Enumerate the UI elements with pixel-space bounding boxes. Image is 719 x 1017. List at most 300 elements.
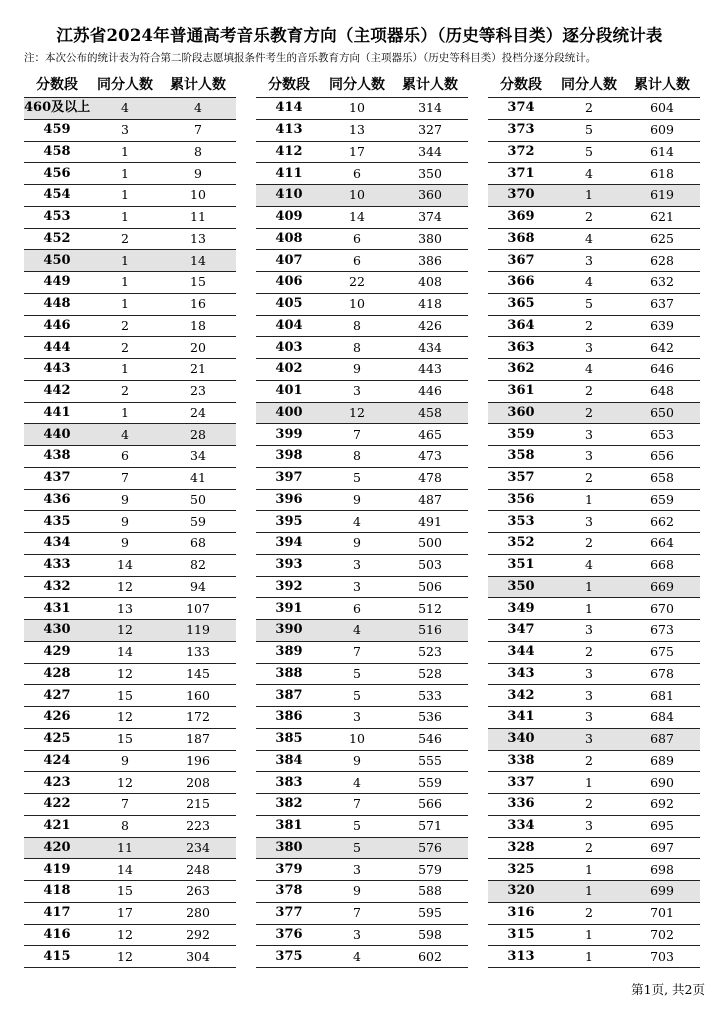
score-cell: 450 [24, 250, 90, 272]
table-row [488, 402, 700, 424]
table-row [488, 293, 700, 315]
column-header: 分数段 [256, 71, 322, 98]
table-header-row [488, 71, 700, 98]
table-row [24, 772, 236, 794]
score-cell: 350 [488, 576, 554, 598]
table-row [24, 119, 236, 141]
score-table [488, 71, 700, 968]
cumulative-count-cell: 503 [392, 554, 468, 576]
same-score-count-cell: 4 [322, 511, 392, 533]
same-score-count-cell: 12 [90, 772, 160, 794]
table-row [488, 315, 700, 337]
same-score-count-cell: 1 [90, 272, 160, 294]
score-cell: 356 [488, 489, 554, 511]
same-score-count-cell: 12 [90, 576, 160, 598]
table-row [256, 924, 468, 946]
table-row [24, 228, 236, 250]
score-cell: 340 [488, 728, 554, 750]
score-cell: 364 [488, 315, 554, 337]
same-score-count-cell: 2 [554, 206, 624, 228]
table-row [488, 489, 700, 511]
score-cell: 440 [24, 424, 90, 446]
score-cell: 422 [24, 794, 90, 816]
score-cell: 387 [256, 685, 322, 707]
same-score-count-cell: 11 [90, 837, 160, 859]
same-score-count-cell: 15 [90, 728, 160, 750]
score-cell: 438 [24, 446, 90, 468]
cumulative-count-cell: 314 [392, 98, 468, 120]
score-cell: 456 [24, 163, 90, 185]
score-cell: 376 [256, 924, 322, 946]
page-footer: 第1页, 共2页 [631, 982, 705, 997]
same-score-count-cell: 4 [322, 772, 392, 794]
score-cell: 375 [256, 946, 322, 968]
score-cell: 443 [24, 359, 90, 381]
cumulative-count-cell: 443 [392, 359, 468, 381]
cumulative-count-cell: 418 [392, 293, 468, 315]
table-row [256, 119, 468, 141]
cumulative-count-cell: 632 [624, 272, 700, 294]
table-row [256, 750, 468, 772]
cumulative-count-cell: 614 [624, 141, 700, 163]
same-score-count-cell: 3 [554, 663, 624, 685]
score-table [256, 71, 468, 968]
table-row [488, 380, 700, 402]
score-cell: 421 [24, 815, 90, 837]
same-score-count-cell: 12 [90, 946, 160, 968]
score-cell: 399 [256, 424, 322, 446]
score-cell: 343 [488, 663, 554, 685]
column-header: 同分人数 [322, 71, 392, 98]
same-score-count-cell: 6 [322, 163, 392, 185]
score-cell: 366 [488, 272, 554, 294]
cumulative-count-cell: 223 [160, 815, 236, 837]
cumulative-count-cell: 576 [392, 837, 468, 859]
cumulative-count-cell: 7 [160, 119, 236, 141]
cumulative-count-cell: 16 [160, 293, 236, 315]
score-cell: 342 [488, 685, 554, 707]
same-score-count-cell: 2 [90, 315, 160, 337]
table-row [488, 598, 700, 620]
table-row [24, 641, 236, 663]
table-row [488, 272, 700, 294]
column-header: 累计人数 [624, 71, 700, 98]
column-header: 同分人数 [554, 71, 624, 98]
cumulative-count-cell: 465 [392, 424, 468, 446]
same-score-count-cell: 10 [322, 185, 392, 207]
cumulative-count-cell: 662 [624, 511, 700, 533]
table-row [24, 206, 236, 228]
same-score-count-cell: 5 [554, 119, 624, 141]
table-row [256, 511, 468, 533]
same-score-count-cell: 14 [90, 859, 160, 881]
table-row [24, 750, 236, 772]
cumulative-count-cell: 689 [624, 750, 700, 772]
table-row [256, 98, 468, 120]
same-score-count-cell: 1 [90, 250, 160, 272]
table-row [488, 902, 700, 924]
score-cell: 367 [488, 250, 554, 272]
score-cell: 413 [256, 119, 322, 141]
score-cell: 458 [24, 141, 90, 163]
table-row [488, 707, 700, 729]
cumulative-count-cell: 669 [624, 576, 700, 598]
score-cell: 434 [24, 533, 90, 555]
same-score-count-cell: 1 [554, 924, 624, 946]
cumulative-count-cell: 327 [392, 119, 468, 141]
table-row [24, 163, 236, 185]
cumulative-count-cell: 697 [624, 837, 700, 859]
same-score-count-cell: 2 [90, 228, 160, 250]
same-score-count-cell: 2 [554, 641, 624, 663]
table-row [488, 554, 700, 576]
score-cell: 405 [256, 293, 322, 315]
table-row [488, 881, 700, 903]
table-row [24, 185, 236, 207]
table-row [24, 859, 236, 881]
same-score-count-cell: 7 [90, 467, 160, 489]
same-score-count-cell: 3 [322, 380, 392, 402]
cumulative-count-cell: 648 [624, 380, 700, 402]
table-row [256, 402, 468, 424]
score-cell: 431 [24, 598, 90, 620]
table-row [488, 946, 700, 968]
same-score-count-cell: 1 [90, 402, 160, 424]
score-cell: 361 [488, 380, 554, 402]
table-row [24, 946, 236, 968]
score-cell: 416 [24, 924, 90, 946]
score-cell: 313 [488, 946, 554, 968]
table-row [488, 794, 700, 816]
cumulative-count-cell: 119 [160, 620, 236, 642]
score-cell: 336 [488, 794, 554, 816]
table-row [256, 185, 468, 207]
same-score-count-cell: 1 [554, 489, 624, 511]
table-row [488, 467, 700, 489]
score-cell: 377 [256, 902, 322, 924]
score-cell: 393 [256, 554, 322, 576]
cumulative-count-cell: 699 [624, 881, 700, 903]
cumulative-count-cell: 523 [392, 641, 468, 663]
score-cell: 360 [488, 402, 554, 424]
cumulative-count-cell: 145 [160, 663, 236, 685]
table-row [256, 228, 468, 250]
same-score-count-cell: 4 [322, 946, 392, 968]
table-row [256, 946, 468, 968]
same-score-count-cell: 9 [322, 750, 392, 772]
same-score-count-cell: 15 [90, 881, 160, 903]
cumulative-count-cell: 602 [392, 946, 468, 968]
same-score-count-cell: 6 [322, 250, 392, 272]
cumulative-count-cell: 618 [624, 163, 700, 185]
table-row [256, 685, 468, 707]
score-cell: 334 [488, 815, 554, 837]
score-cell: 424 [24, 750, 90, 772]
score-cell: 371 [488, 163, 554, 185]
cumulative-count-cell: 473 [392, 446, 468, 468]
score-cell: 403 [256, 337, 322, 359]
cumulative-count-cell: 426 [392, 315, 468, 337]
same-score-count-cell: 3 [322, 707, 392, 729]
table-row [256, 881, 468, 903]
cumulative-count-cell: 675 [624, 641, 700, 663]
score-cell: 358 [488, 446, 554, 468]
cumulative-count-cell: 609 [624, 119, 700, 141]
score-cell: 384 [256, 750, 322, 772]
same-score-count-cell: 22 [322, 272, 392, 294]
table-row [24, 272, 236, 294]
table-row [488, 250, 700, 272]
table-row [488, 446, 700, 468]
score-cell: 423 [24, 772, 90, 794]
cumulative-count-cell: 215 [160, 794, 236, 816]
score-cell: 386 [256, 707, 322, 729]
table-row [488, 511, 700, 533]
cumulative-count-cell: 133 [160, 641, 236, 663]
table-row [24, 902, 236, 924]
table-row [24, 293, 236, 315]
column-header: 累计人数 [160, 71, 236, 98]
column-header: 累计人数 [392, 71, 468, 98]
table-row [24, 424, 236, 446]
same-score-count-cell: 3 [322, 554, 392, 576]
table-row [24, 98, 236, 120]
score-cell: 390 [256, 620, 322, 642]
score-cell: 446 [24, 315, 90, 337]
cumulative-count-cell: 619 [624, 185, 700, 207]
score-cell: 400 [256, 402, 322, 424]
score-cell: 448 [24, 293, 90, 315]
score-cell: 460及以上 [24, 98, 90, 120]
table-row [256, 533, 468, 555]
table-row [256, 380, 468, 402]
table-row [256, 337, 468, 359]
cumulative-count-cell: 434 [392, 337, 468, 359]
cumulative-count-cell: 702 [624, 924, 700, 946]
cumulative-count-cell: 588 [392, 881, 468, 903]
same-score-count-cell: 3 [554, 446, 624, 468]
cumulative-count-cell: 516 [392, 620, 468, 642]
table-row [24, 881, 236, 903]
table-row [488, 815, 700, 837]
table-row [24, 620, 236, 642]
score-table-column-1 [24, 71, 236, 968]
table-row [24, 359, 236, 381]
score-cell: 437 [24, 467, 90, 489]
table-row [488, 663, 700, 685]
score-cell: 409 [256, 206, 322, 228]
score-cell: 328 [488, 837, 554, 859]
same-score-count-cell: 1 [554, 576, 624, 598]
score-cell: 325 [488, 859, 554, 881]
score-cell: 338 [488, 750, 554, 772]
score-cell: 363 [488, 337, 554, 359]
score-cell: 454 [24, 185, 90, 207]
score-cell: 373 [488, 119, 554, 141]
score-cell: 316 [488, 902, 554, 924]
score-cell: 453 [24, 206, 90, 228]
same-score-count-cell: 5 [322, 685, 392, 707]
score-cell: 365 [488, 293, 554, 315]
score-table [24, 71, 236, 968]
cumulative-count-cell: 21 [160, 359, 236, 381]
table-row [24, 837, 236, 859]
cumulative-count-cell: 690 [624, 772, 700, 794]
score-cell: 401 [256, 380, 322, 402]
cumulative-count-cell: 24 [160, 402, 236, 424]
same-score-count-cell: 3 [322, 924, 392, 946]
score-cell: 372 [488, 141, 554, 163]
same-score-count-cell: 4 [90, 424, 160, 446]
same-score-count-cell: 9 [322, 881, 392, 903]
score-cell: 396 [256, 489, 322, 511]
same-score-count-cell: 4 [554, 554, 624, 576]
table-row [488, 685, 700, 707]
table-row [24, 446, 236, 468]
cumulative-count-cell: 670 [624, 598, 700, 620]
table-row [488, 620, 700, 642]
cumulative-count-cell: 692 [624, 794, 700, 816]
score-cell: 380 [256, 837, 322, 859]
cumulative-count-cell: 698 [624, 859, 700, 881]
same-score-count-cell: 4 [322, 620, 392, 642]
cumulative-count-cell: 664 [624, 533, 700, 555]
cumulative-count-cell: 684 [624, 707, 700, 729]
score-cell: 415 [24, 946, 90, 968]
cumulative-count-cell: 41 [160, 467, 236, 489]
table-row [256, 794, 468, 816]
same-score-count-cell: 3 [322, 859, 392, 881]
same-score-count-cell: 3 [554, 815, 624, 837]
same-score-count-cell: 2 [554, 533, 624, 555]
score-cell: 315 [488, 924, 554, 946]
table-row [488, 859, 700, 881]
cumulative-count-cell: 380 [392, 228, 468, 250]
score-cell: 412 [256, 141, 322, 163]
table-row [24, 924, 236, 946]
same-score-count-cell: 12 [90, 663, 160, 685]
cumulative-count-cell: 23 [160, 380, 236, 402]
table-row [256, 467, 468, 489]
same-score-count-cell: 1 [554, 859, 624, 881]
column-header: 同分人数 [90, 71, 160, 98]
cumulative-count-cell: 10 [160, 185, 236, 207]
score-cell: 388 [256, 663, 322, 685]
cumulative-count-cell: 681 [624, 685, 700, 707]
cumulative-count-cell: 658 [624, 467, 700, 489]
cumulative-count-cell: 408 [392, 272, 468, 294]
table-row [256, 141, 468, 163]
same-score-count-cell: 3 [554, 337, 624, 359]
same-score-count-cell: 17 [322, 141, 392, 163]
cumulative-count-cell: 650 [624, 402, 700, 424]
same-score-count-cell: 1 [90, 185, 160, 207]
score-cell: 352 [488, 533, 554, 555]
table-row [24, 663, 236, 685]
same-score-count-cell: 3 [554, 728, 624, 750]
table-row [24, 250, 236, 272]
same-score-count-cell: 1 [90, 141, 160, 163]
same-score-count-cell: 2 [554, 467, 624, 489]
same-score-count-cell: 14 [90, 554, 160, 576]
cumulative-count-cell: 695 [624, 815, 700, 837]
cumulative-count-cell: 628 [624, 250, 700, 272]
cumulative-count-cell: 546 [392, 728, 468, 750]
table-row [488, 641, 700, 663]
cumulative-count-cell: 491 [392, 511, 468, 533]
score-cell: 441 [24, 402, 90, 424]
score-cell: 418 [24, 881, 90, 903]
table-row [488, 837, 700, 859]
column-header: 分数段 [488, 71, 554, 98]
score-cell: 419 [24, 859, 90, 881]
cumulative-count-cell: 280 [160, 902, 236, 924]
same-score-count-cell: 8 [322, 446, 392, 468]
table-row [256, 489, 468, 511]
score-cell: 392 [256, 576, 322, 598]
same-score-count-cell: 6 [90, 446, 160, 468]
table-row [488, 424, 700, 446]
score-cell: 395 [256, 511, 322, 533]
table-row [488, 576, 700, 598]
table-row [488, 163, 700, 185]
same-score-count-cell: 3 [554, 707, 624, 729]
same-score-count-cell: 13 [90, 598, 160, 620]
cumulative-count-cell: 59 [160, 511, 236, 533]
cumulative-count-cell: 555 [392, 750, 468, 772]
table-row [256, 859, 468, 881]
score-cell: 404 [256, 315, 322, 337]
table-row [256, 315, 468, 337]
same-score-count-cell: 7 [322, 424, 392, 446]
table-row [488, 228, 700, 250]
table-row [488, 337, 700, 359]
same-score-count-cell: 4 [554, 272, 624, 294]
score-cell: 351 [488, 554, 554, 576]
page-note: 注：本次公布的统计表为符合第二阶段志愿填报条件考生的音乐教育方向（主项器乐）（历史等科目类）投档分逐分段统计。 [24, 52, 597, 64]
cumulative-count-cell: 68 [160, 533, 236, 555]
cumulative-count-cell: 50 [160, 489, 236, 511]
table-row [256, 902, 468, 924]
same-score-count-cell: 2 [554, 837, 624, 859]
table-row [256, 272, 468, 294]
same-score-count-cell: 9 [90, 533, 160, 555]
score-cell: 382 [256, 794, 322, 816]
same-score-count-cell: 5 [322, 837, 392, 859]
cumulative-count-cell: 506 [392, 576, 468, 598]
same-score-count-cell: 2 [554, 98, 624, 120]
cumulative-count-cell: 512 [392, 598, 468, 620]
score-cell: 359 [488, 424, 554, 446]
score-cell: 383 [256, 772, 322, 794]
score-cell: 362 [488, 359, 554, 381]
table-row [488, 533, 700, 555]
same-score-count-cell: 5 [322, 663, 392, 685]
cumulative-count-cell: 160 [160, 685, 236, 707]
table-row [256, 663, 468, 685]
cumulative-count-cell: 18 [160, 315, 236, 337]
same-score-count-cell: 15 [90, 685, 160, 707]
table-row [256, 163, 468, 185]
cumulative-count-cell: 625 [624, 228, 700, 250]
score-cell: 427 [24, 685, 90, 707]
cumulative-count-cell: 208 [160, 772, 236, 794]
cumulative-count-cell: 350 [392, 163, 468, 185]
score-cell: 381 [256, 815, 322, 837]
cumulative-count-cell: 28 [160, 424, 236, 446]
score-cell: 426 [24, 707, 90, 729]
same-score-count-cell: 1 [90, 359, 160, 381]
